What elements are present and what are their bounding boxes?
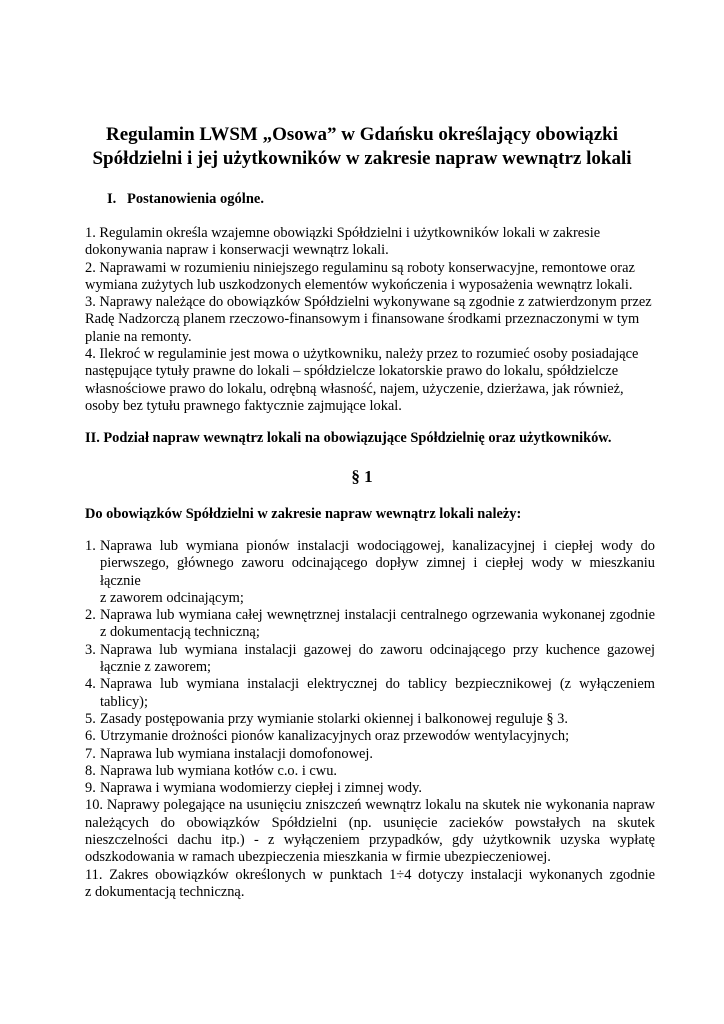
- section-ii-heading: II. Podział napraw wewnątrz lokali na obowiązujące Spółdzielnię oraz użytkowników.: [85, 430, 612, 446]
- item-number: 3.: [85, 641, 96, 658]
- duties-list: [85, 538, 655, 901]
- item-line: Zasady postępowania przy wymianie stolarki okiennej i balkonowej reguluje § 3.: [100, 710, 568, 727]
- general-line: Radę Nadzorczą planem rzeczowo-finansowym i finansowane środkami przeznaczonymi w tym: [85, 311, 640, 328]
- list-item: [85, 763, 655, 780]
- item-line: z dokumentacją techniczną;: [100, 624, 260, 641]
- item-number: 4.: [85, 676, 96, 693]
- item-line: łącznie z zaworem;: [100, 659, 212, 676]
- general-line: własnościowe prawo do lokalu, odrębną własność, najem, użyczenie, dzierżawa, jak również,: [85, 380, 624, 397]
- paragraph-sign: § 1: [351, 467, 373, 486]
- item-10: [85, 797, 655, 866]
- general-line: dokonywania napraw i konserwacji wewnątrz lokali.: [85, 242, 389, 259]
- item-number: 6.: [85, 728, 96, 745]
- item-number: 2.: [85, 607, 96, 624]
- list-item: [85, 746, 655, 763]
- title-line-1: Regulamin LWSM „Osowa” w Gdańsku określający obowiązki: [105, 124, 619, 145]
- item-line: Naprawa lub wymiana całej wewnętrznej instalacji centralnego ogrzewania wykonanej zgodnie: [100, 607, 655, 624]
- general-line: 3. Naprawy należące do obowiązków Spółdzielni wykonywane są zgodnie z zatwierdzonym przez: [85, 294, 652, 311]
- item-11-line: 11. Zakres obowiązków określonych w punktach 1÷4 dotyczy instalacji wykonanych zgodnie: [85, 866, 655, 883]
- item-line: Naprawa lub wymiana instalacji gazowej do zaworu odcinającego przy kuchence gazowej: [100, 641, 655, 658]
- general-line: planie na remonty.: [85, 328, 192, 345]
- item-11-line: z dokumentacją techniczną.: [85, 883, 245, 900]
- general-line: wymiana zużytych lub uszkodzonych elementów wykończenia i wyposażenia wewnątrz lokali.: [85, 276, 633, 293]
- list-item: [85, 642, 655, 677]
- general-line: 4. Ilekroć w regulaminie jest mowa o użytkowniku, należy przez to rozumieć osoby posiadające: [85, 346, 639, 363]
- list-item: [85, 676, 655, 711]
- item-number: 5.: [85, 710, 96, 727]
- list-item: [85, 728, 655, 745]
- general-line: osoby bez tytułu prawnego faktycznie zajmujące lokal.: [85, 397, 402, 414]
- item-number: 9.: [85, 780, 96, 797]
- item-line: pierwszego, głównego zaworu odcinającego dopływ zimnej i ciepłej wody w mieszkaniu łącznie: [100, 555, 655, 589]
- list-item: [85, 711, 655, 728]
- section-i-number: I.: [107, 191, 117, 207]
- section-i-heading: [107, 191, 264, 208]
- title-line-2: Spółdzielni i jej użytkowników w zakresie napraw wewnątrz lokali: [92, 148, 632, 169]
- general-line: 2. Naprawami w rozumieniu niniejszego regulaminu są roboty konserwacyjne, remontowe oraz: [85, 259, 635, 276]
- item-line: tablicy);: [100, 693, 148, 710]
- item-10-line: odszkodowania w ramach ubezpieczenia mieszkania w firmie ubezpieczeniowej.: [85, 849, 551, 866]
- item-line: Naprawa lub wymiana instalacji elektrycznej do tablicy bezpiecznikowej (z wyłączeniem: [100, 676, 655, 693]
- general-provisions: [85, 225, 652, 415]
- list-item: [85, 538, 655, 607]
- section-i-label: Postanowienia ogólne.: [127, 191, 264, 207]
- document-title: [60, 123, 664, 171]
- item-10-line: 10. Naprawy polegające na usunięciu zniszczeń wewnątrz lokalu na skutek nie wykonania napraw: [85, 797, 655, 814]
- item-line: z zaworem odcinającym;: [100, 589, 244, 606]
- item-number: 7.: [85, 745, 96, 762]
- general-line: następujące tytuły prawne do lokali – spółdzielcze lokatorskie prawo do lokalu, spółdzielcze: [85, 363, 619, 380]
- duties-heading: Do obowiązków Spółdzielni w zakresie napraw wewnątrz lokali należy:: [85, 506, 522, 522]
- item-line: Utrzymanie drożności pionów kanalizacyjnych oraz przewodów wentylacyjnych;: [100, 728, 570, 745]
- item-11: [85, 867, 655, 902]
- item-number: 1.: [85, 538, 96, 554]
- item-line: Naprawa lub wymiana pionów instalacji wodociągowej, kanalizacyjnej i ciepłej wody do: [100, 538, 655, 554]
- item-line: Naprawa i wymiana wodomierzy ciepłej i zimnej wody.: [100, 780, 422, 797]
- list-item: [85, 607, 655, 642]
- item-10-line: nieszczelności dachu itp.) - z wyłączeniem przypadków, gdy użytkownik uzyska wypłatę: [85, 832, 655, 849]
- list-item: [85, 780, 655, 797]
- item-line: Naprawa lub wymiana kotłów c.o. i cwu.: [100, 762, 337, 779]
- item-10-line: należących do obowiązków Spółdzielni (np. usunięcie zacieków powstałych na skutek: [85, 814, 655, 831]
- item-number: 8.: [85, 762, 96, 779]
- general-line: 1. Regulamin określa wzajemne obowiązki Spółdzielni i użytkowników lokali w zakresie: [85, 225, 601, 241]
- item-line: Naprawa lub wymiana instalacji domofonowej.: [100, 745, 373, 762]
